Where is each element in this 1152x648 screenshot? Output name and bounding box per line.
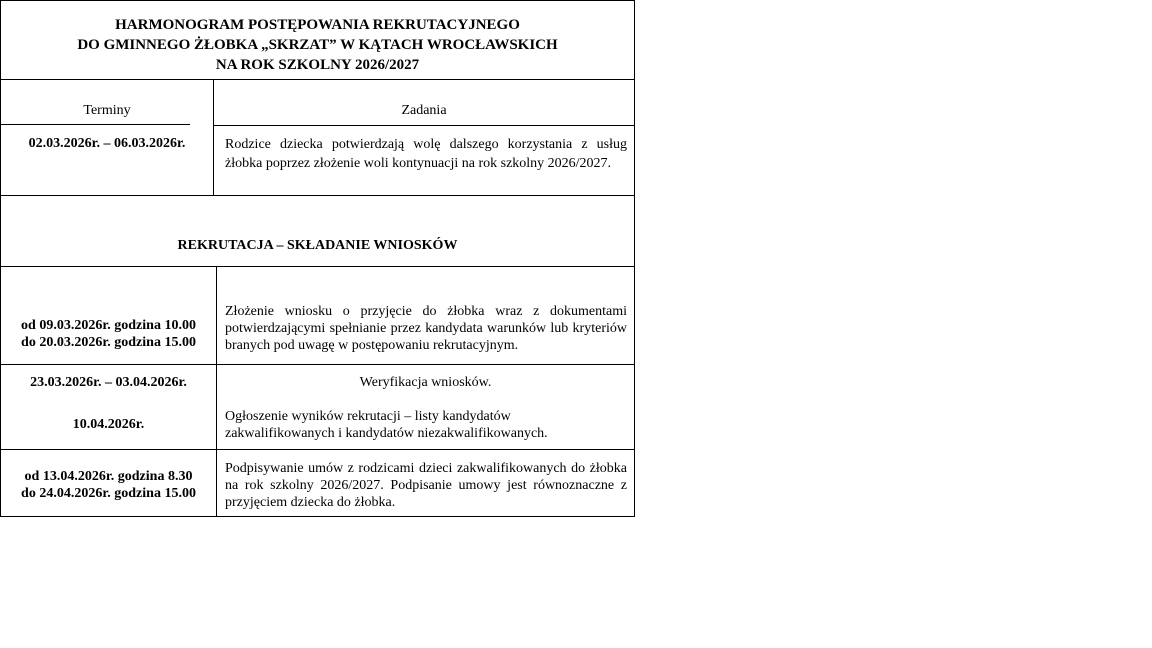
col-sep-1 xyxy=(213,79,214,196)
title-line-2: DO GMINNEGO ŻŁOBKA „SKRZAT” W KĄTACH WROCŁAWSKICH xyxy=(77,37,558,53)
row1-term: 02.03.2026r. – 06.03.2026r. xyxy=(28,136,186,151)
rule-columns-left xyxy=(0,124,190,125)
row2-task: Złożenie wniosku o przyjęcie do żłobka wraz z dokumentami potwierdzającymi spełnianie przez kandydata warunków lub kryteriów branych pod uwagę w postępowaniu rekrutacyjnym. xyxy=(225,304,627,353)
rule-row3 xyxy=(0,449,635,450)
rule-row1 xyxy=(0,195,635,196)
rule-row2 xyxy=(0,364,635,365)
table-border-left xyxy=(0,0,1,517)
row2-term-line1: od 09.03.2026r. godzina 10.00 xyxy=(21,318,196,333)
table-border-bottom xyxy=(0,516,635,517)
row3-task-b: Ogłoszenie wyników rekrutacji – listy kandydatów zakwalifikowanych i kandydatów niezakwalifikowanych. xyxy=(225,409,548,441)
row4-task: Podpisywanie umów z rodzicami dzieci zakwalifikowanych do żłobka na rok szkolny 2026/2027. Podpisanie umowy jest równoznaczne z przyjęciem dziecka do żłobka. xyxy=(225,461,627,510)
row2-term-line2: do 20.03.2026r. godzina 15.00 xyxy=(21,335,196,350)
row2-term xyxy=(1,317,216,351)
row1-task: Rodzice dziecka potwierdzają wolę dalszego korzystania z usług żłobka poprzez złożenie woli kontynuacji na rok szkolny 2026/2027. xyxy=(225,137,627,171)
row4-term-line2: do 24.04.2026r. godzina 15.00 xyxy=(21,486,196,501)
col-sep-2 xyxy=(216,266,217,517)
row3-term-b: 10.04.2026r. xyxy=(72,417,145,432)
column-header-terms: Terminy xyxy=(83,103,131,118)
table-border-right xyxy=(634,0,635,517)
row4-term-line1: od 13.04.2026r. godzina 8.30 xyxy=(24,469,193,484)
rule-columns-right xyxy=(213,125,635,126)
page-title xyxy=(1,15,634,75)
rule-section xyxy=(0,266,635,267)
column-header-tasks: Zadania xyxy=(401,103,447,118)
section-title: REKRUTACJA – SKŁADANIE WNIOSKÓW xyxy=(177,238,458,253)
table-border-top xyxy=(0,0,635,1)
title-line-1: HARMONOGRAM POSTĘPOWANIA REKRUTACYJNEGO xyxy=(115,17,520,33)
row4-term xyxy=(1,468,216,502)
rule-header xyxy=(0,79,635,80)
row3-term-a: 23.03.2026r. – 03.04.2026r. xyxy=(30,375,187,390)
row3-task-a: Weryfikacja wniosków. xyxy=(359,375,492,390)
title-line-3: NA ROK SZKOLNY 2026/2027 xyxy=(215,57,420,73)
